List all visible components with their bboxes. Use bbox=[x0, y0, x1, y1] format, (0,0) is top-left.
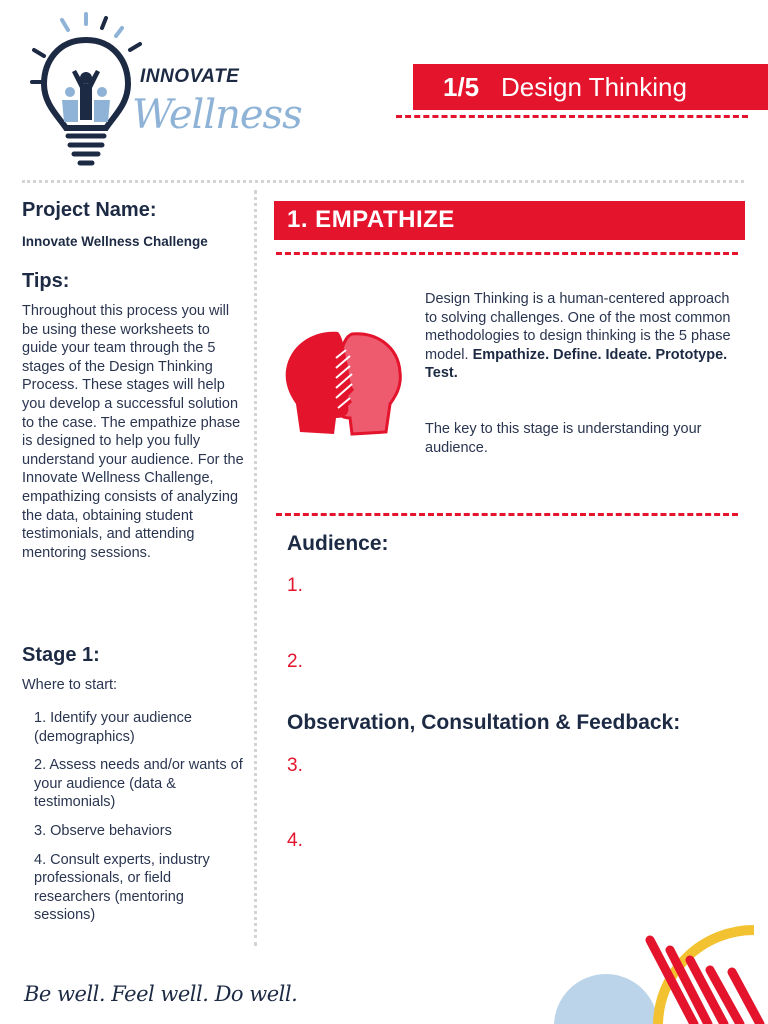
observation-item-number: 4. bbox=[287, 830, 303, 851]
stage-title-bar bbox=[274, 201, 745, 240]
page-header-banner bbox=[413, 64, 768, 110]
tagline: Be well. Feel well. Do well. bbox=[24, 982, 298, 1006]
logo-wordmark-innovate: INNOVATE bbox=[140, 66, 240, 87]
tips-text: Throughout this process you will be using these worksheets to guide your team through the 5 stages of the Design Thinking Process. These stages will help you develop a successful solution to the case. The empathize phase is designed to help you fully understand your audience. For the Innovate Wellness Challenge, empathizing consists of analyzing the data, obtaining student testimonials, and attending mentoring sessions. bbox=[22, 303, 244, 561]
stage-step: 2. Assess needs and/or wants of your audience (data & testimonials) bbox=[34, 757, 243, 811]
audience-heading: Audience: bbox=[287, 532, 389, 555]
stage-title: 1. EMPATHIZE bbox=[287, 206, 455, 233]
top-divider bbox=[22, 180, 744, 183]
observation-heading: Observation, Consultation & Feedback: bbox=[287, 711, 681, 734]
intro-paragraph bbox=[425, 290, 743, 383]
observation-item-number: 3. bbox=[287, 755, 303, 776]
intro-text: Design Thinking is a human-centered approach to solving challenges. One of the most common methodologies to design thinking is the 5 phase model. bbox=[425, 291, 731, 363]
audience-item-number: 2. bbox=[287, 651, 303, 672]
stage-step: 3. Observe behaviors bbox=[34, 822, 172, 839]
logo-wordmark-wellness: Wellness bbox=[132, 92, 302, 138]
page-title: Design Thinking bbox=[501, 72, 687, 102]
tips-heading: Tips: bbox=[22, 270, 70, 292]
stage-title-divider bbox=[276, 252, 738, 255]
stage-steps-list bbox=[34, 709, 249, 935]
project-name-value: Innovate Wellness Challenge bbox=[22, 234, 208, 249]
stage-step: 1. Identify your audience (demographics) bbox=[34, 710, 192, 745]
audience-item-number: 1. bbox=[287, 575, 303, 596]
five-phases-text: Empathize. Define. Ideate. Prototype. Test. bbox=[425, 346, 728, 382]
stage-intro: Where to start: bbox=[22, 677, 118, 693]
header-divider bbox=[396, 115, 748, 118]
stage-heading: Stage 1: bbox=[22, 644, 100, 666]
column-divider bbox=[254, 190, 257, 946]
page-indicator: 1/5 bbox=[443, 72, 480, 102]
empathy-heads-icon bbox=[280, 328, 410, 440]
decorative-corner-graphic bbox=[548, 908, 768, 1024]
key-text: The key to this stage is understanding your audience. bbox=[425, 421, 702, 456]
project-name-heading: Project Name: bbox=[22, 199, 157, 221]
stage-step: 4. Consult experts, industry professionals, or field researchers (mentoring sessions) bbox=[34, 851, 210, 924]
section-divider bbox=[276, 513, 738, 516]
